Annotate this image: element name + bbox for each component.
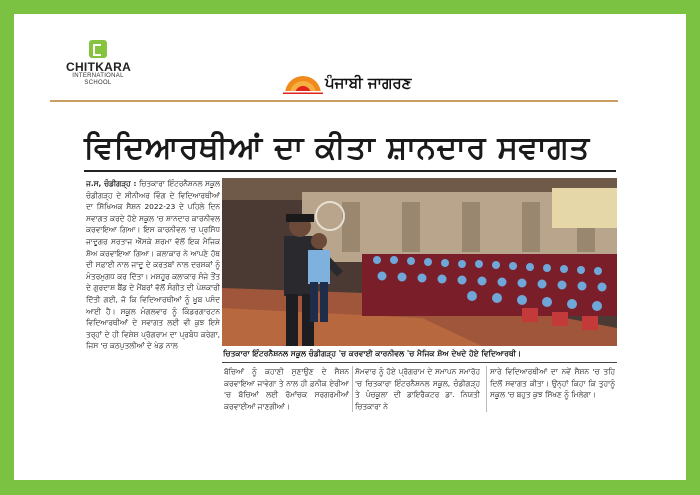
article-column-2: ਬੱਚਿਆਂ ਨੂੰ ਕਹਾਣੀ ਸੁਣਾਉਣ ਦੇ ਸੈਸ਼ਨ ਕਰਵਾਇਆ ਜਾਵੇਗਾ ਤੇ ਨਾਲ ਹੀ ਫ਼ਨੀਕ ਏਰੀਆ 'ਚ ਬੱਚਿਆਂ ਲਈ ਰੋਮਾਂਚਕ ਸਰਗਰਮੀਆਂ ਕਰਵਾਈਆਂ ਜਾਣਗੀਆਂ। bbox=[224, 367, 349, 411]
logo-subtitle-1: INTERNATIONAL bbox=[72, 73, 124, 79]
article-column-4: ਸਾਰੇ ਵਿਦਿਆਰਥੀਆਂ ਦਾ ਨਵੇਂ ਸੈਸ਼ਨ 'ਚ ਤਹਿ ਦਿਲੋਂ ਸਵਾਗਤ ਕੀਤਾ। ਉਨ੍ਹਾਂ ਕਿਹਾ ਕਿ ਤੁਹਾਨੂੰ ਸਕੂਲ 'ਚ ਬਹੁਤ ਕੁਝ ਸਿੱਖਣ ਨੂੰ ਮਿਲੇਗਾ। bbox=[490, 367, 615, 400]
column-divider bbox=[486, 366, 487, 412]
article-column-3: ਸੋਮਵਾਰ ਨੂੰ ਹੋਏ ਪ੍ਰੋਗਰਾਮ ਦੇ ਸਮਾਪਨ ਸਮਾਰੋਹ 'ਚ ਚਿਤਕਾਰਾ ਇੰਟਰਨੈਸ਼ਨਲ ਸਕੂਲ, ਚੰਡੀਗੜ੍ਹ ਤੇ ਪੰਚਕੂਲਾ ਦੀ ਡਾਇਰੈਕਟਰ ਡਾ. ਨਿਯਤੀ ਚਿਤਕਾਰਾ ਨੇ bbox=[355, 367, 480, 411]
logo-name: CHITKARA bbox=[66, 60, 132, 74]
dateline: ਜ.ਸ, ਚੰਡੀਗੜ੍ਹ : bbox=[86, 179, 137, 188]
event-photo bbox=[222, 178, 617, 346]
article-text-1: ਚਿਤਕਾਰਾ ਇੰਟਰਨੈਸ਼ਨਲ ਸਕੂਲ ਚੰਡੀਗੜ੍ਹ ਦੇ ਸੀਨੀਅਰ ਵਿੰਗ ਦੇ ਵਿਦਿਆਰਥੀਆਂ ਦਾ ਸਿੱਖਿਅਕ ਸੈਸ਼ਨ 2022-23 ਦੇ ਪਹਿਲੇ ਦਿਨ ਸਵਾਗਤ ਕਰਦੇ ਹੋਏ ਸਕੂਲ 'ਚ ਸ਼ਾਨਦਾਰ ਕਾਰਨੀਵਲ ਕਰਵਾਇਆ ਗਿਆ। ਇਸ ਕਾਰਨੀਵਲ 'ਚ ਪ੍ਰਸਿੱਧ ਜਾਦੂਗਰ ਸਰਤਾਜ ਐੱਸਕੇ ਸ਼ਰਮਾ ਵੱਲੋਂ ਇਕ ਮੈਜਿਕ ਸ਼ੋਅ ਕਰਵਾਇਆ ਗਿਆ। ਕਲਾਕਾਰ ਨੇ ਆਪਣੇ ਹੱਥ ਦੀ ਸਫ਼ਾਈ ਨਾਲ ਜਾਦੂ ਦੇ ਕਰਤਬਾਂ ਨਾਲ ਦਰਸ਼ਕਾਂ ਨੂੰ ਮੰਤਰਮੁਗਧ ਕਰ ਦਿੱਤਾ। ਮਸ਼ਹੂਰ ਕਲਾਕਾਰ ਸੰਜੇ ਤੌਂਤ ਦੇ ਗੁਰਦਾਸ਼ ਬੈਂਡ ਦੇ ਮੈਂਬਰਾਂ ਵੱਲੋਂ ਸੰਗੀਤ ਦੀ ਪੇਸ਼ਕਾਰੀ ਦਿੱਤੀ ਗਈ, ਜੋ ਕਿ ਵਿਦਿਆਰਥੀਆਂ ਨੂੰ ਖ਼ੂਬ ਪਸੰਦ ਆਈ ਹੈ। ਸਕੂਲ ਮੰਗਲਵਾਰ ਨੂੰ ਕਿੰਡਰਗਾਰਟਨ ਵਿਦਿਆਰਥੀਆਂ ਦੇ ਸਵਾਗਤ ਲਈ ਵੀ ਕੁਝ ਇਸੇ ਤਰ੍ਹਾਂ ਦੇ ਹੀ ਵਿਸ਼ੇਸ਼ ਪ੍ਰੋਗਰਾਮ ਦਾ ਪ੍ਰਬੰਧ ਕਰੇਗਾ, ਜਿਸ 'ਚ ਕਠਪੁਤਲੀਆਂ ਦੇ ਖੇਡ ਨਾਲ bbox=[86, 179, 220, 351]
photo-caption: ਚਿਤਕਾਰਾ ਇੰਟਰਨੈਸ਼ਨਲ ਸਕੂਲ ਚੰਡੀਗੜ੍ਹ 'ਚ ਕਰਵਾਈ ਕਾਰਨੀਵਲ 'ਚ ਮੈਜਿਕ ਸ਼ੋਅ ਦੇਖਦੇ ਹੋਏ ਵਿਦਿਆਰਥੀ। bbox=[223, 349, 522, 358]
masthead-rule bbox=[50, 100, 618, 102]
article-column-1 bbox=[86, 178, 220, 410]
chitkara-logo-icon bbox=[89, 40, 107, 58]
chitkara-logo bbox=[66, 40, 130, 87]
headline-rule bbox=[84, 170, 616, 172]
newspaper-name: ਪੰਜਾਬੀ ਜਾਗਰਣ bbox=[325, 74, 412, 92]
headline: ਵਿਦਿਆਰਥੀਆਂ ਦਾ ਕੀਤਾ ਸ਼ਾਨਦਾਰ ਸਵਾਗਤ bbox=[84, 130, 590, 166]
auditorium-photo-illustration bbox=[222, 178, 617, 346]
logo-subtitle-2: SCHOOL bbox=[84, 80, 112, 86]
caption-rule bbox=[222, 362, 617, 363]
column-divider bbox=[352, 366, 353, 412]
sunrise-icon bbox=[283, 74, 323, 94]
